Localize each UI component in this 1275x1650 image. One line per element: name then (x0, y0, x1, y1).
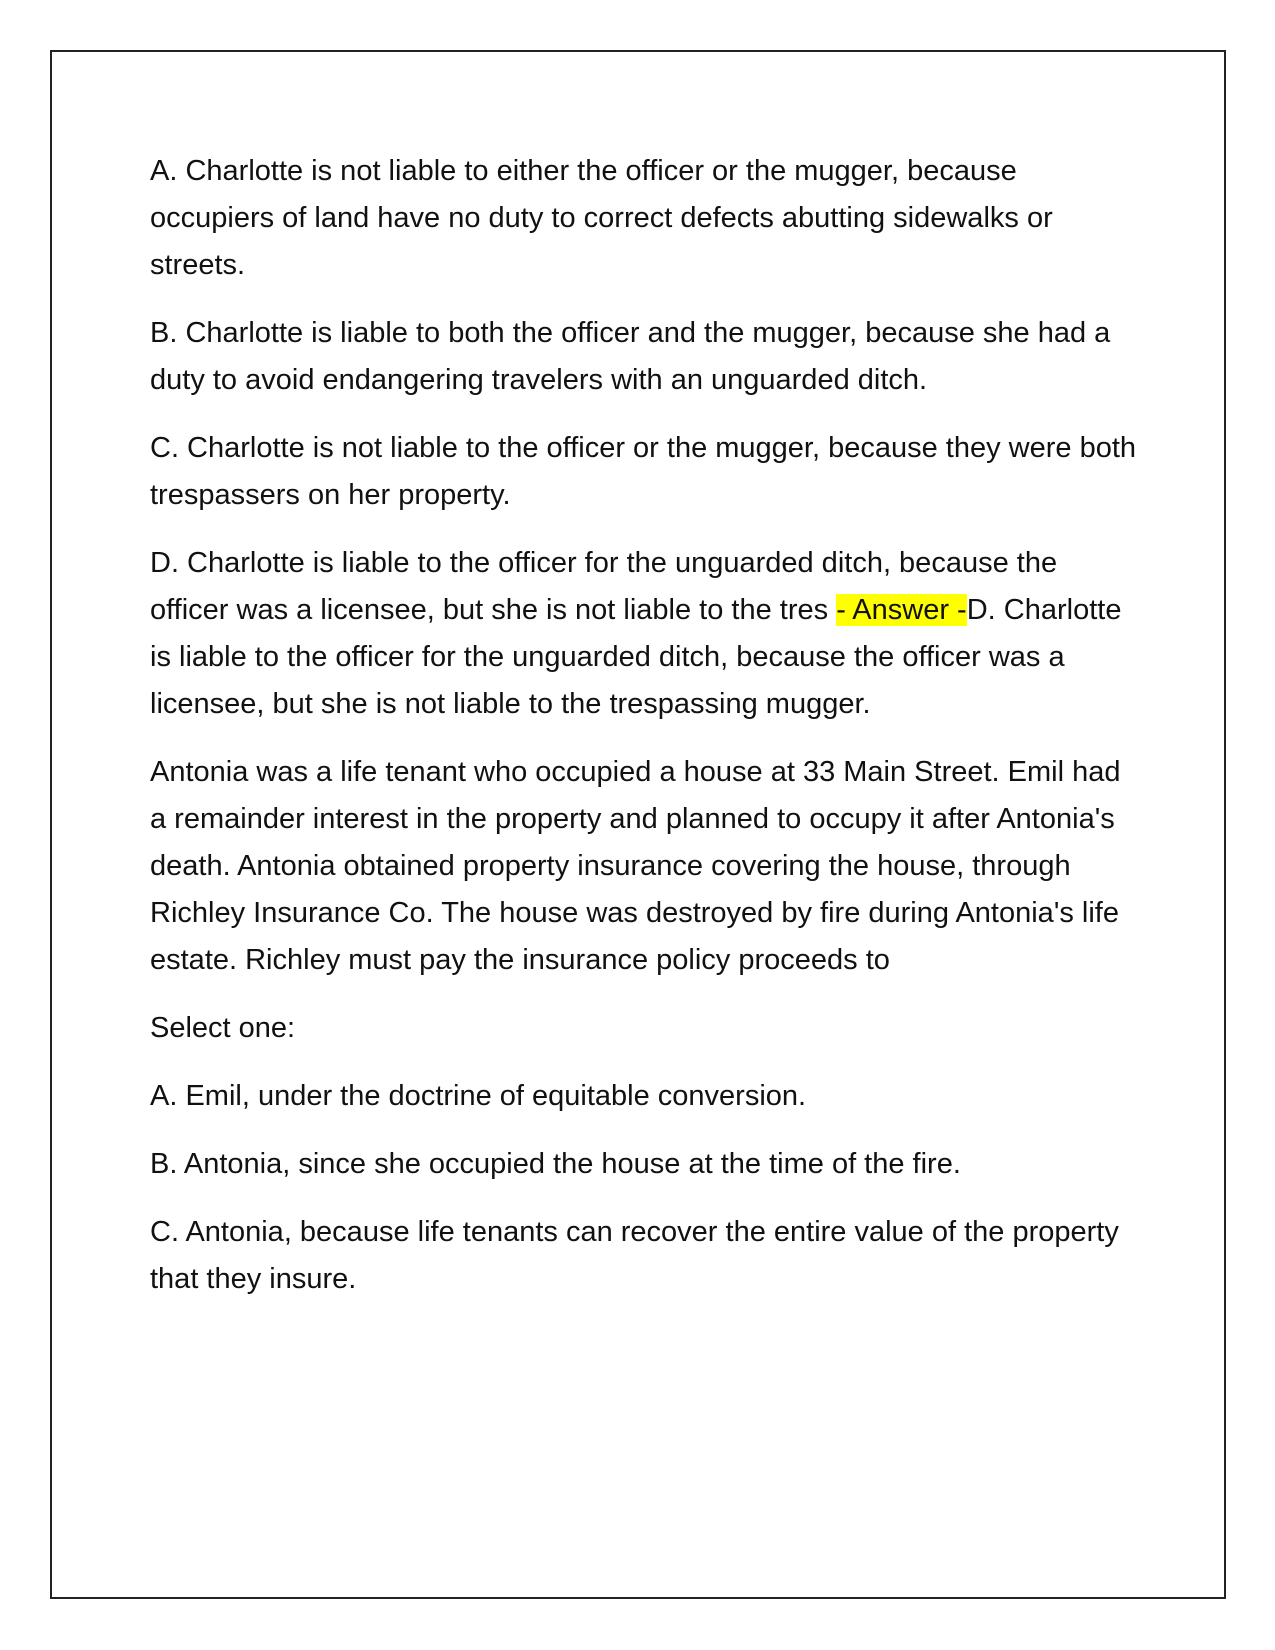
q1-answer-text: D. Charlotte is liable to the officer for the unguarded ditch, because the officer was a licensee, but she is not liable to the trespassing mugger. (150, 594, 1122, 720)
answer-marker: - Answer - (836, 594, 967, 626)
q2-option-c: C. Antonia, because life tenants can recover the entire value of the property that they insure. (150, 1216, 1119, 1295)
q2-option-a: A. Emil, under the doctrine of equitable conversion. (150, 1080, 807, 1112)
q1-option-d-text: D. Charlotte is liable to the officer for the unguarded ditch, because the officer was a licensee, but she is not liable to the tres (150, 547, 1058, 626)
q1-option-d (150, 540, 1140, 728)
select-prompt: Select one: (150, 1012, 296, 1044)
document-body (150, 148, 1140, 1324)
q1-option-b: B. Charlotte is liable to both the officer and the mugger, because she had a duty to avoid endangering travelers with an unguarded ditch. (150, 317, 1111, 396)
q2-question: Antonia was a life tenant who occupied a house at 33 Main Street. Emil had a remainder interest in the property and planned to occupy it after Antonia's death. Antonia obtained property insurance covering the house, through Richley Insurance Co. The house was destroyed by fire during Antonia's life estate. Richley must pay the insurance policy proceeds to (150, 756, 1121, 976)
q1-option-c: C. Charlotte is not liable to the officer or the mugger, because they were both trespassers on her property. (150, 432, 1137, 511)
q2-option-b: B. Antonia, since she occupied the house at the time of the fire. (150, 1148, 961, 1180)
q1-option-a: A. Charlotte is not liable to either the officer or the mugger, because occupiers of land have no duty to correct defects abutting sidewalks or streets. (150, 155, 1053, 281)
